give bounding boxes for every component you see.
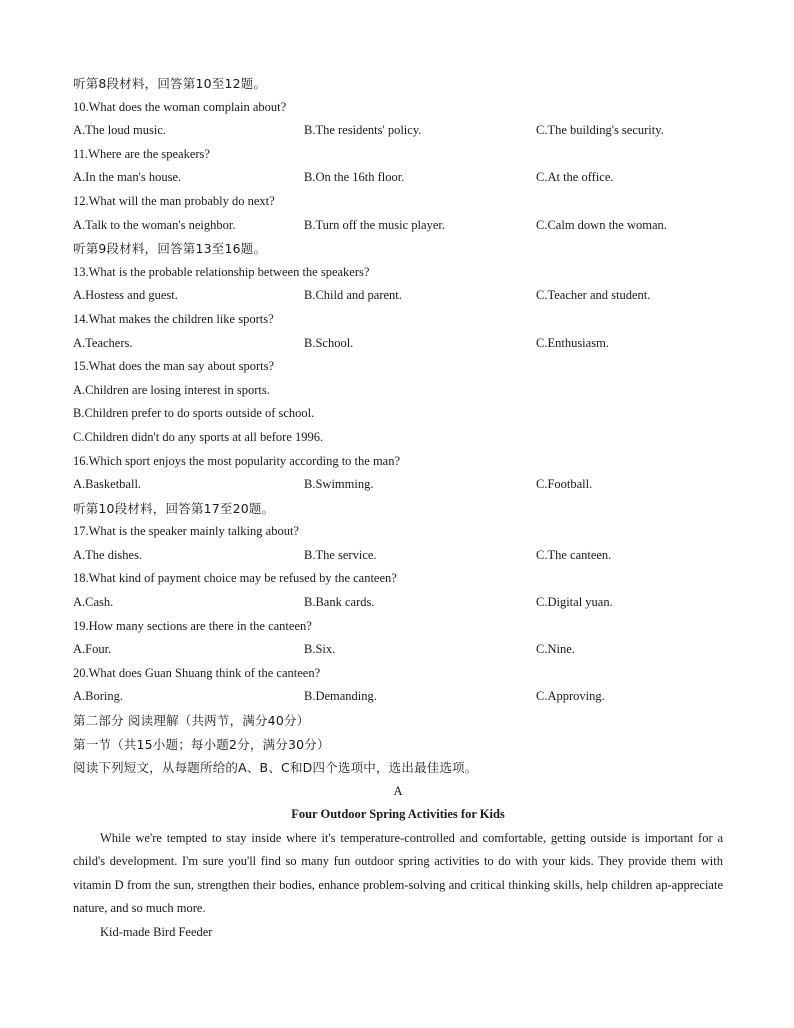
question-text: 10.What does the woman complain about? [73, 99, 287, 114]
option-c: C.The canteen. [536, 547, 612, 562]
option-b: B.Turn off the music player. [304, 217, 445, 232]
options-row [73, 214, 723, 238]
option-a: A.Hostess and guest. [73, 288, 178, 303]
option-c: C.At the office. [536, 170, 614, 185]
options-row [73, 332, 723, 356]
option-a: A.Teachers. [73, 335, 133, 350]
part-title: 第二部分 阅读理解（共两节，满分40分） [73, 713, 310, 729]
option-b: B.Bank cards. [304, 595, 375, 610]
option-b: B.On the 16th floor. [304, 170, 405, 185]
passage-paragraph: While we're tempted to stay inside where it's temperature-controlled and comfortable, getting outside is important for a child's development. I'm sure you'll find so many fun outdoor spring activities to do with your kids. They provide them with vitamin D from the sun, strengthen their bodies, enhance problem-solving and critical thinking skills, help children ap-appreciate nature, and so much more. [73, 831, 723, 916]
option-a: A.Talk to the woman's neighbor. [73, 217, 236, 232]
option-c: C.Digital yuan. [536, 595, 613, 610]
options-row [73, 685, 723, 709]
passage-letter: A [393, 783, 403, 798]
option-a: A.Cash. [73, 595, 114, 610]
question-text: 14.What makes the children like sports? [73, 311, 274, 326]
option-c: C.Children didn't do any sports at all before 1996. [73, 429, 324, 444]
question-text: 16.Which sport enjoys the most popularity according to the man? [73, 453, 401, 468]
option-c: C.Teacher and student. [536, 288, 651, 303]
options-row [73, 638, 723, 662]
option-c: C.Calm down the woman. [536, 217, 667, 232]
option-b: B.The residents' policy. [304, 123, 422, 138]
option-a: A.The dishes. [73, 547, 143, 562]
passage-title: Four Outdoor Spring Activities for Kids [291, 807, 505, 822]
options-row [73, 544, 723, 568]
option-c: C.Football. [536, 477, 593, 492]
options-row [73, 473, 723, 497]
section-title: 第一节（共15小题；每小题2分，满分30分） [73, 736, 330, 752]
options-row [73, 591, 723, 615]
option-c: C.Approving. [536, 689, 605, 704]
question-text: 18.What kind of payment choice may be refused by the canteen? [73, 571, 397, 586]
option-b: B.Six. [304, 642, 336, 657]
passage-subheading: Kid-made Bird Feeder [100, 924, 213, 939]
question-text: 15.What does the man say about sports? [73, 359, 274, 374]
option-b: B.Child and parent. [304, 288, 402, 303]
section-heading: 听第10段材料，回答第17至20题。 [73, 500, 275, 516]
question-text: 13.What is the probable relationship between the speakers? [73, 264, 370, 279]
options-row [73, 284, 723, 308]
option-b: B.Swimming. [304, 477, 374, 492]
options-row [73, 119, 723, 143]
question-text: 12.What will the man probably do next? [73, 193, 275, 208]
option-a: A.Boring. [73, 689, 123, 704]
question-text: 19.How many sections are there in the canteen? [73, 618, 312, 633]
option-c: C.Enthusiasm. [536, 335, 609, 350]
instruction-text: 阅读下列短文，从每题所给的A、B、C和D四个选项中，选出最佳选项。 [73, 760, 478, 776]
option-a: A.Children are losing interest in sports. [73, 382, 270, 397]
option-b: B.Children prefer to do sports outside of school. [73, 406, 315, 421]
option-c: C.The building's security. [536, 123, 664, 138]
option-a: A.The loud music. [73, 123, 167, 138]
question-text: 20.What does Guan Shuang think of the canteen? [73, 665, 321, 680]
section-heading: 听第8段材料，回答第10至12题。 [73, 76, 267, 91]
option-a: A.In the man's house. [73, 170, 182, 185]
question-text: 11.Where are the speakers? [73, 146, 210, 161]
option-a: A.Four. [73, 642, 112, 657]
option-b: B.School. [304, 335, 354, 350]
option-a: A.Basketball. [73, 477, 142, 492]
options-row [73, 166, 723, 190]
option-b: B.Demanding. [304, 689, 377, 704]
exam-page [73, 72, 723, 944]
question-text: 17.What is the speaker mainly talking about? [73, 524, 299, 539]
option-c: C.Nine. [536, 642, 575, 657]
section-heading: 听第9段材料，回答第13至16题。 [73, 241, 267, 257]
option-b: B.The service. [304, 547, 377, 562]
